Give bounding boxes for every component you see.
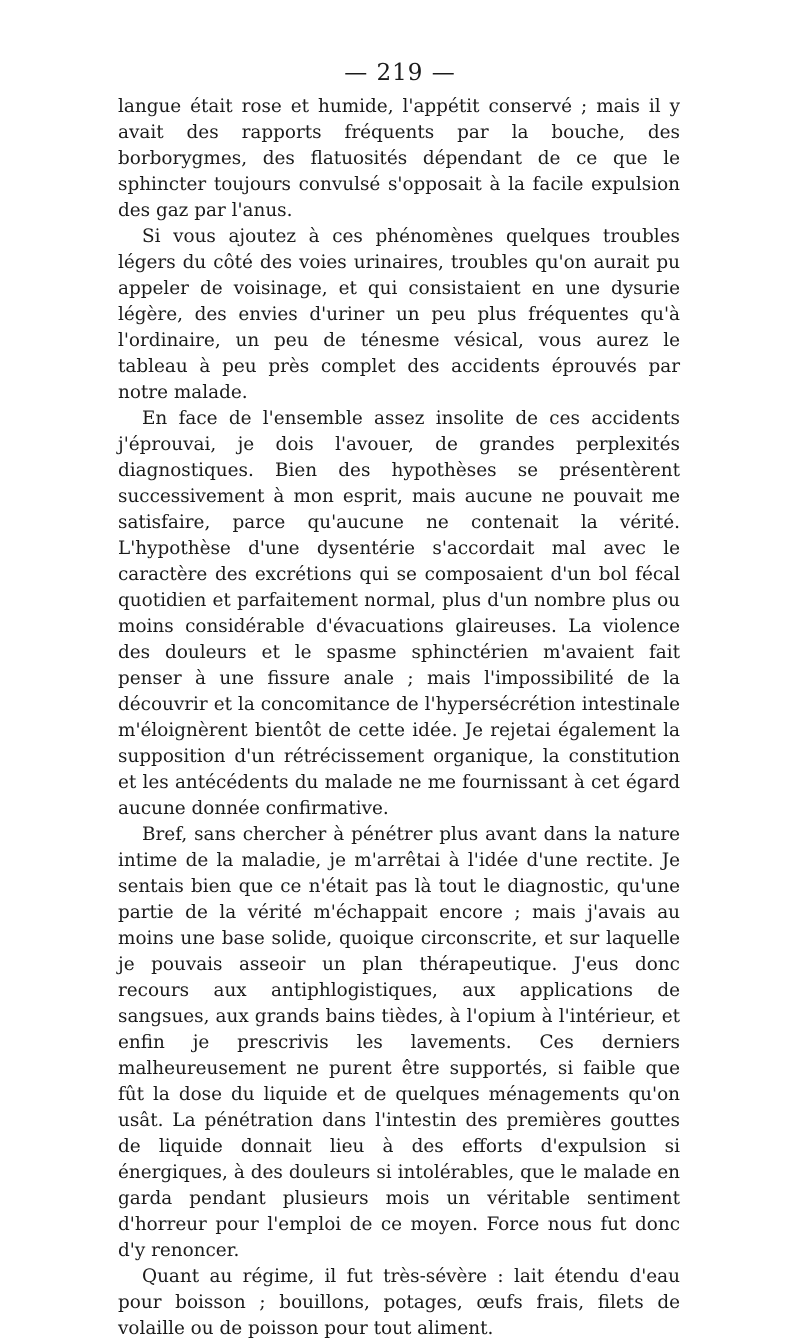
paragraph: Quant au régime, il fut très-sévère : lait étendu d'eau pour boisson ; bouillons, potages, œufs frais, filets de volaille ou de poisson pour tout aliment. bbox=[118, 1266, 680, 1339]
paragraph: Si vous ajoutez à ces phénomènes quelques troubles légers du côté des voies urinaires, troubles qu'on aurait pu appeler de voisinage, et qui consistaient en une dysurie légère, des envies d'uriner un peu plus fréquentes qu'à l'ordinaire, un peu de ténesme vésical, vous aurez le tableau à peu près complet des accidents éprouvés par notre malade. bbox=[118, 226, 680, 403]
page-number: — 219 — bbox=[344, 60, 456, 86]
body-text bbox=[118, 94, 680, 1342]
paragraph: En face de l'ensemble assez insolite de ces accidents j'éprouvai, je dois l'avouer, de grandes perplexités diagnostiques. Bien des hypothèses se présentèrent successivement à mon esprit, mais aucune ne pouvait me satisfaire, parce qu'aucune ne contenait la vérité. L'hypothèse d'une dysentérie s'accordait mal avec le caractère des excrétions qui se composaient d'un bol fécal quotidien et parfaitement normal, plus d'un nombre plus ou moins considérable d'évacuations glaireuses. La violence des douleurs et le spasme sphinctérien m'avaient fait penser à une fissure anale ; mais l'impossibilité de la découvrir et la concomitance de l'hypersécrétion intestinale m'éloignèrent bientôt de cette idée. Je rejetai également la supposition d'un rétrécissement organique, la constitution et les antécédents du malade ne me fournissant à cet égard aucune donnée confirmative. bbox=[118, 408, 680, 819]
paragraph: langue était rose et humide, l'appétit conservé ; mais il y avait des rapports fréquents par la bouche, des borborygmes, des flatuosités dépendant de ce que le sphincter toujours convulsé s'opposait à la facile expulsion des gaz par l'anus. bbox=[118, 96, 680, 221]
paragraph: Bref, sans chercher à pénétrer plus avant dans la nature intime de la maladie, je m'arrêtai à l'idée d'une rectite. Je sentais bien que ce n'était pas là tout le diagnostic, qu'une partie de la vérité m'échappait encore ; mais j'avais au moins une base solide, quoique circonscrite, et sur laquelle je pouvais asseoir un plan thérapeutique. J'eus donc recours aux antiphlogistiques, aux applications de sangsues, aux grands bains tièdes, à l'opium à l'intérieur, et enfin je prescrivis les lavements. Ces derniers malheureusement ne purent être supportés, si faible que fût la dose du liquide et de quelques ménagements qu'on usât. La pénétration dans l'intestin des premières gouttes de liquide donnait lieu à des efforts d'expulsion si énergiques, à des douleurs si intolérables, que le malade en garda pendant plusieurs mois un véritable sentiment d'horreur pour l'emploi de ce moyen. Force nous fut donc d'y renoncer. bbox=[118, 824, 680, 1261]
